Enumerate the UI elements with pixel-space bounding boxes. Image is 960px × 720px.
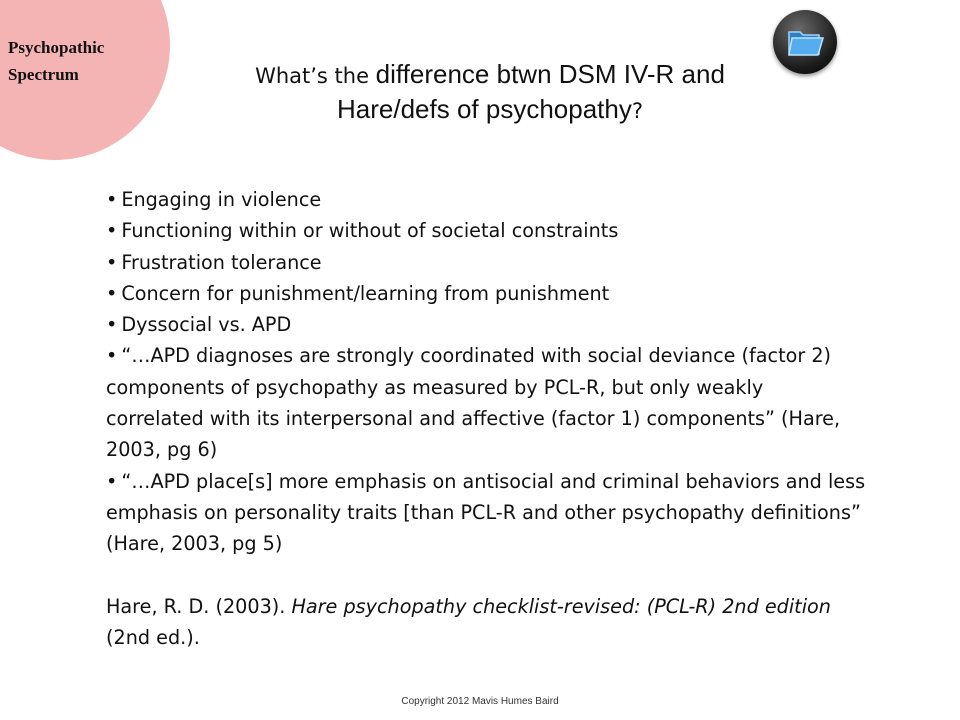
bullet-item: • “…APD place[s] more emphasis on antisocial and criminal behaviors and less emphasis on personality traits [than PCL-R and other psychopathy definitions” (Hare, 2003, pg 5)	[106, 469, 866, 556]
copyright-notice: Copyright 2012 Mavis Humes Baird	[401, 696, 559, 707]
bullet-item: • Frustration tolerance	[106, 250, 322, 274]
bullet-list	[106, 184, 866, 560]
bullet-item: • Dyssocial vs. APD	[106, 313, 292, 337]
section-label: Psychopathic Spectrum	[8, 38, 105, 84]
citation: Hare, R. D. (2003). Hare psychopathy checklist-revised: (PCL-R) 2nd edition (2nd ed.).	[106, 594, 831, 649]
slide-content	[106, 184, 866, 653]
folder-icon	[785, 24, 825, 60]
bullet-item: • Functioning within or without of societal constraints	[106, 219, 619, 243]
bullet-item: • Concern for punishment/learning from punishment	[106, 281, 610, 305]
slide-title: What’s the difference btwn DSM IV-R and Hare/defs of psychopathy?	[255, 59, 725, 124]
bullet-item: • “…APD diagnoses are strongly coordinated with social deviance (factor 2) components of psychopathy as measured by PCL-R, but only weakly correlated with its interpersonal and affective (factor 1) components” (Hare, 2003, pg 6)	[106, 344, 841, 462]
bullet-item: • Engaging in violence	[106, 188, 322, 211]
